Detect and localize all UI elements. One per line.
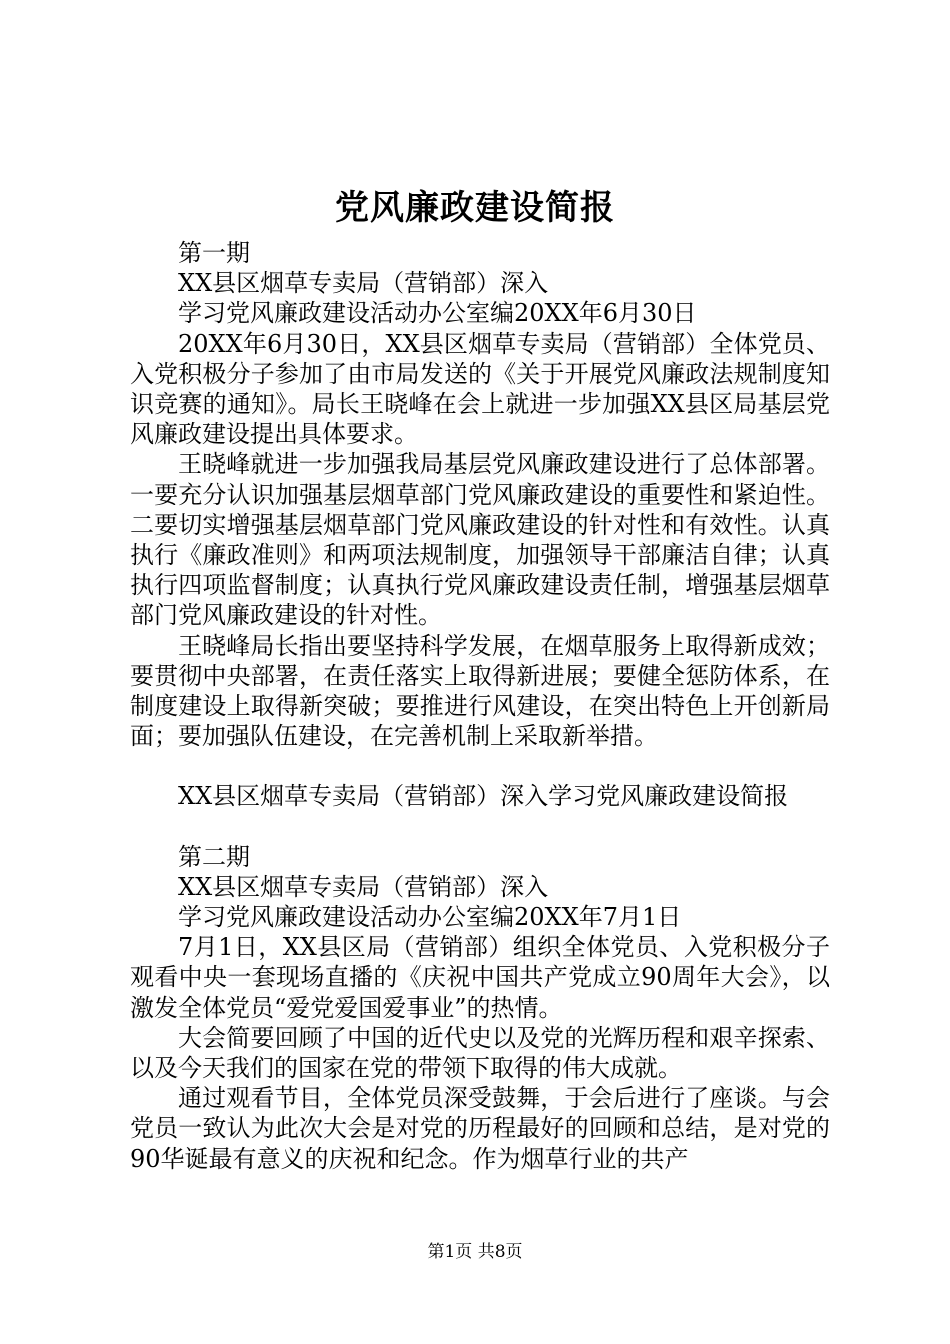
section-heading: XX县区烟草专卖局（营销部）深入学习党风廉政建设简报 bbox=[178, 782, 789, 811]
body-paragraph: 7月1日，XX县区局（营销部）组织全体党员、入党积极分子观看中央一套现场直播的《庆祝中国共产党成立90周年大会》，以激发全体党员“爱党爱国爱事业”的热情。 bbox=[130, 933, 830, 1022]
body-paragraph: 通过观看节目，全体党员深受鼓舞，于会后进行了座谈。与会党员一致认为此次大会是对党的历程最好的回顾和总结，是对党的90华诞最有意义的庆祝和纪念。作为烟草行业的共产 bbox=[130, 1084, 830, 1173]
page-footer: 第1页 共8页 bbox=[427, 1242, 523, 1262]
issue-editor-line-2: 学习党风廉政建设活动办公室编20XX年7月1日 bbox=[178, 903, 682, 932]
issue-subtitle-1: XX县区烟草专卖局（营销部）深入 bbox=[178, 269, 549, 298]
issue-subtitle-2: XX县区烟草专卖局（营销部）深入 bbox=[178, 872, 549, 901]
document-body bbox=[130, 238, 830, 1174]
issue-label-1: 第一期 bbox=[178, 239, 250, 267]
issue-label-2: 第二期 bbox=[178, 842, 250, 871]
document-title: 党风廉政建设简报 bbox=[335, 188, 615, 228]
body-paragraph: 大会简要回顾了中国的近代史以及党的光辉历程和艰辛探索、以及今天我们的国家在党的带领下取得的伟大成就。 bbox=[130, 1023, 830, 1083]
body-paragraph: 20XX年6月30日，XX县区烟草专卖局（营销部）全体党员、入党积极分子参加了由市局发送的《关于开展党风廉政法规制度知识竞赛的通知》。局长王晓峰在会上就进一步加强XX县区局基层党风廉政建设提出具体要求。 bbox=[130, 329, 830, 449]
body-paragraph: 王晓峰就进一步加强我局基层党风廉政建设进行了总体部署。一要充分认识加强基层烟草部门党风廉政建设的重要性和紧迫性。二要切实增强基层烟草部门党风廉政建设的针对性和有效性。认真执行《廉政准则》和两项法规制度，加强领导干部廉洁自律；认真执行四项监督制度；认真执行党风廉政建设责任制，增强基层烟草部门党风廉政建设的针对性。 bbox=[130, 450, 830, 630]
issue-editor-line-1: 学习党风廉政建设活动办公室编20XX年6月30日 bbox=[178, 299, 697, 328]
body-paragraph: 王晓峰局长指出要坚持科学发展，在烟草服务上取得新成效；要贯彻中央部署，在责任落实上取得新进展；要健全惩防体系，在制度建设上取得新突破；要推进行风建设，在突出特色上开创新局面；要加强队伍建设，在完善机制上采取新举措。 bbox=[130, 631, 830, 751]
